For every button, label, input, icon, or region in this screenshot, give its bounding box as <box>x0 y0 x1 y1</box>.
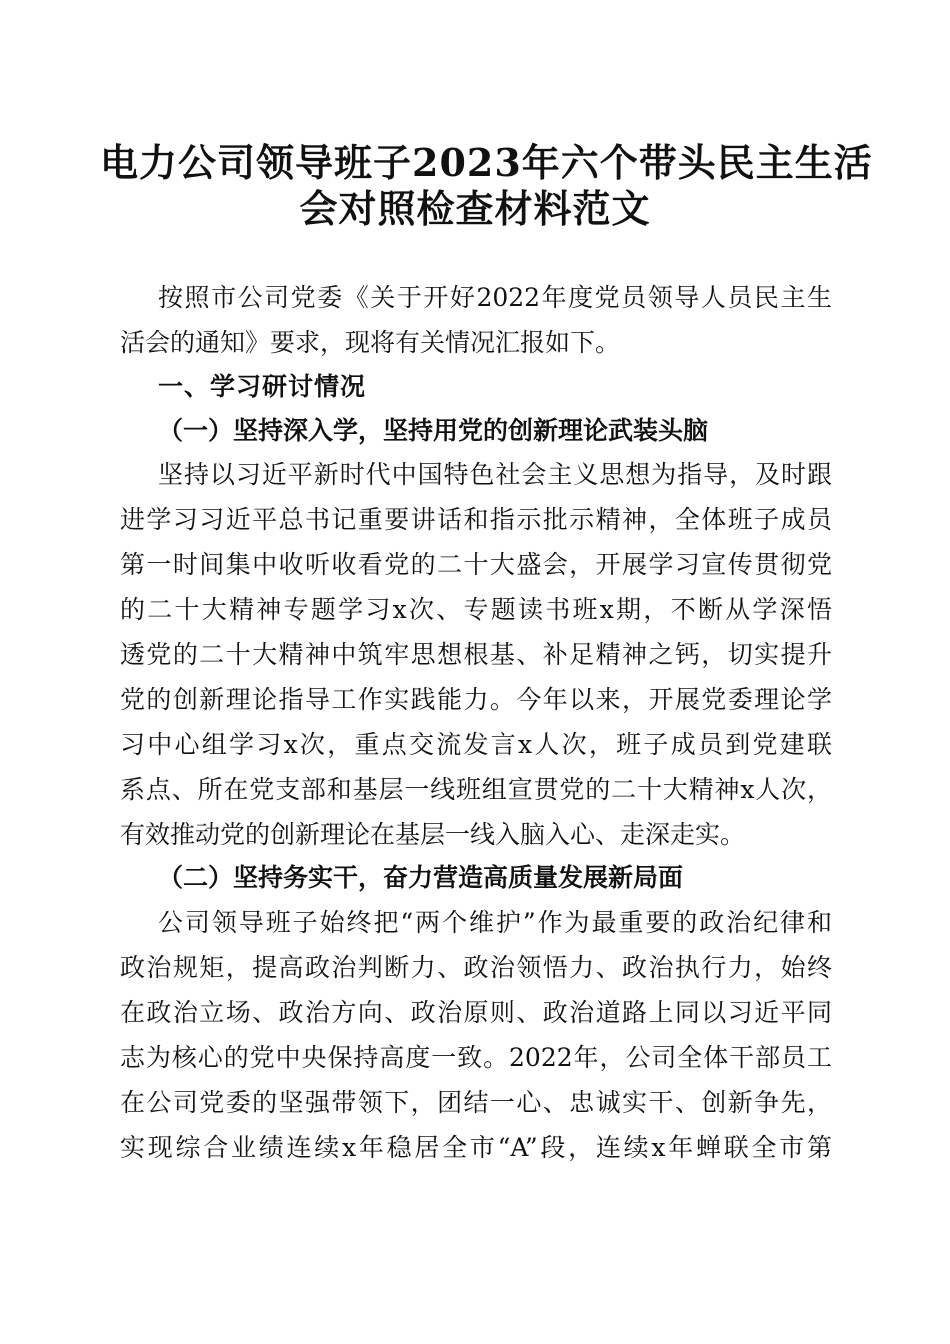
paragraph-line: 习中心组学习x次，重点交流发言x人次，班子成员到党建联 <box>120 730 832 759</box>
document-title-line-2: 会对照检查材料范文 <box>299 186 651 231</box>
paragraph-line: 坚持以习近平新时代中国特色社会主义思想为指导，及时跟 <box>158 460 832 489</box>
paragraph-line: 的二十大精神专题学习x次、专题读书班x期，不断从学深悟 <box>120 595 832 624</box>
paragraph-line: 在公司党委的坚强带领下，团结一心、忠诚实干、创新争先， <box>120 1088 832 1117</box>
paragraph-line: 活会的通知》要求，现将有关情况汇报如下。 <box>120 328 621 357</box>
paragraph-line: 党的创新理论指导工作实践能力。今年以来，开展党委理论学 <box>120 685 832 714</box>
subsection-heading: （二）坚持务实干，奋力营造高质量发展新局面 <box>158 863 684 892</box>
paragraph-line: 公司领导班子始终把“两个维护”作为最重要的政治纪律和 <box>158 908 832 937</box>
paragraph-line: 系点、所在党支部和基层一线班组宣贯党的二十大精神x人次， <box>120 775 832 804</box>
paragraph-line: 透党的二十大精神中筑牢思想根基、补足精神之钙，切实提升 <box>120 640 832 669</box>
subsection-heading: （一）坚持深入学，坚持用党的创新理论武装头脑 <box>158 416 709 445</box>
document-title-line-1: 电力公司领导班子2023年六个带头民主生活 <box>100 140 873 185</box>
paragraph-line: 第一时间集中收听收看党的二十大盛会，开展学习宣传贯彻党 <box>120 550 832 579</box>
paragraph-line: 进学习习近平总书记重要讲话和指示批示精神，全体班子成员 <box>120 505 832 534</box>
paragraph-line: 政治规矩，提高政治判断力、政治领悟力、政治执行力，始终 <box>120 953 832 982</box>
paragraph-line: 实现综合业绩连续x年稳居全市“A”段，连续x年蝉联全市第 <box>120 1133 832 1162</box>
section-heading: 一、学习研讨情况 <box>158 372 367 401</box>
paragraph-line: 志为核心的党中央保持高度一致。2022年，公司全体干部员工 <box>120 1043 832 1072</box>
paragraph-line: 在政治立场、政治方向、政治原则、政治道路上同以习近平同 <box>120 998 832 1027</box>
paragraph-line: 按照市公司党委《关于开好2022年度党员领导人员民主生 <box>158 283 832 312</box>
paragraph-line: 有效推动党的创新理论在基层一线入脑入心、走深走实。 <box>120 820 746 849</box>
